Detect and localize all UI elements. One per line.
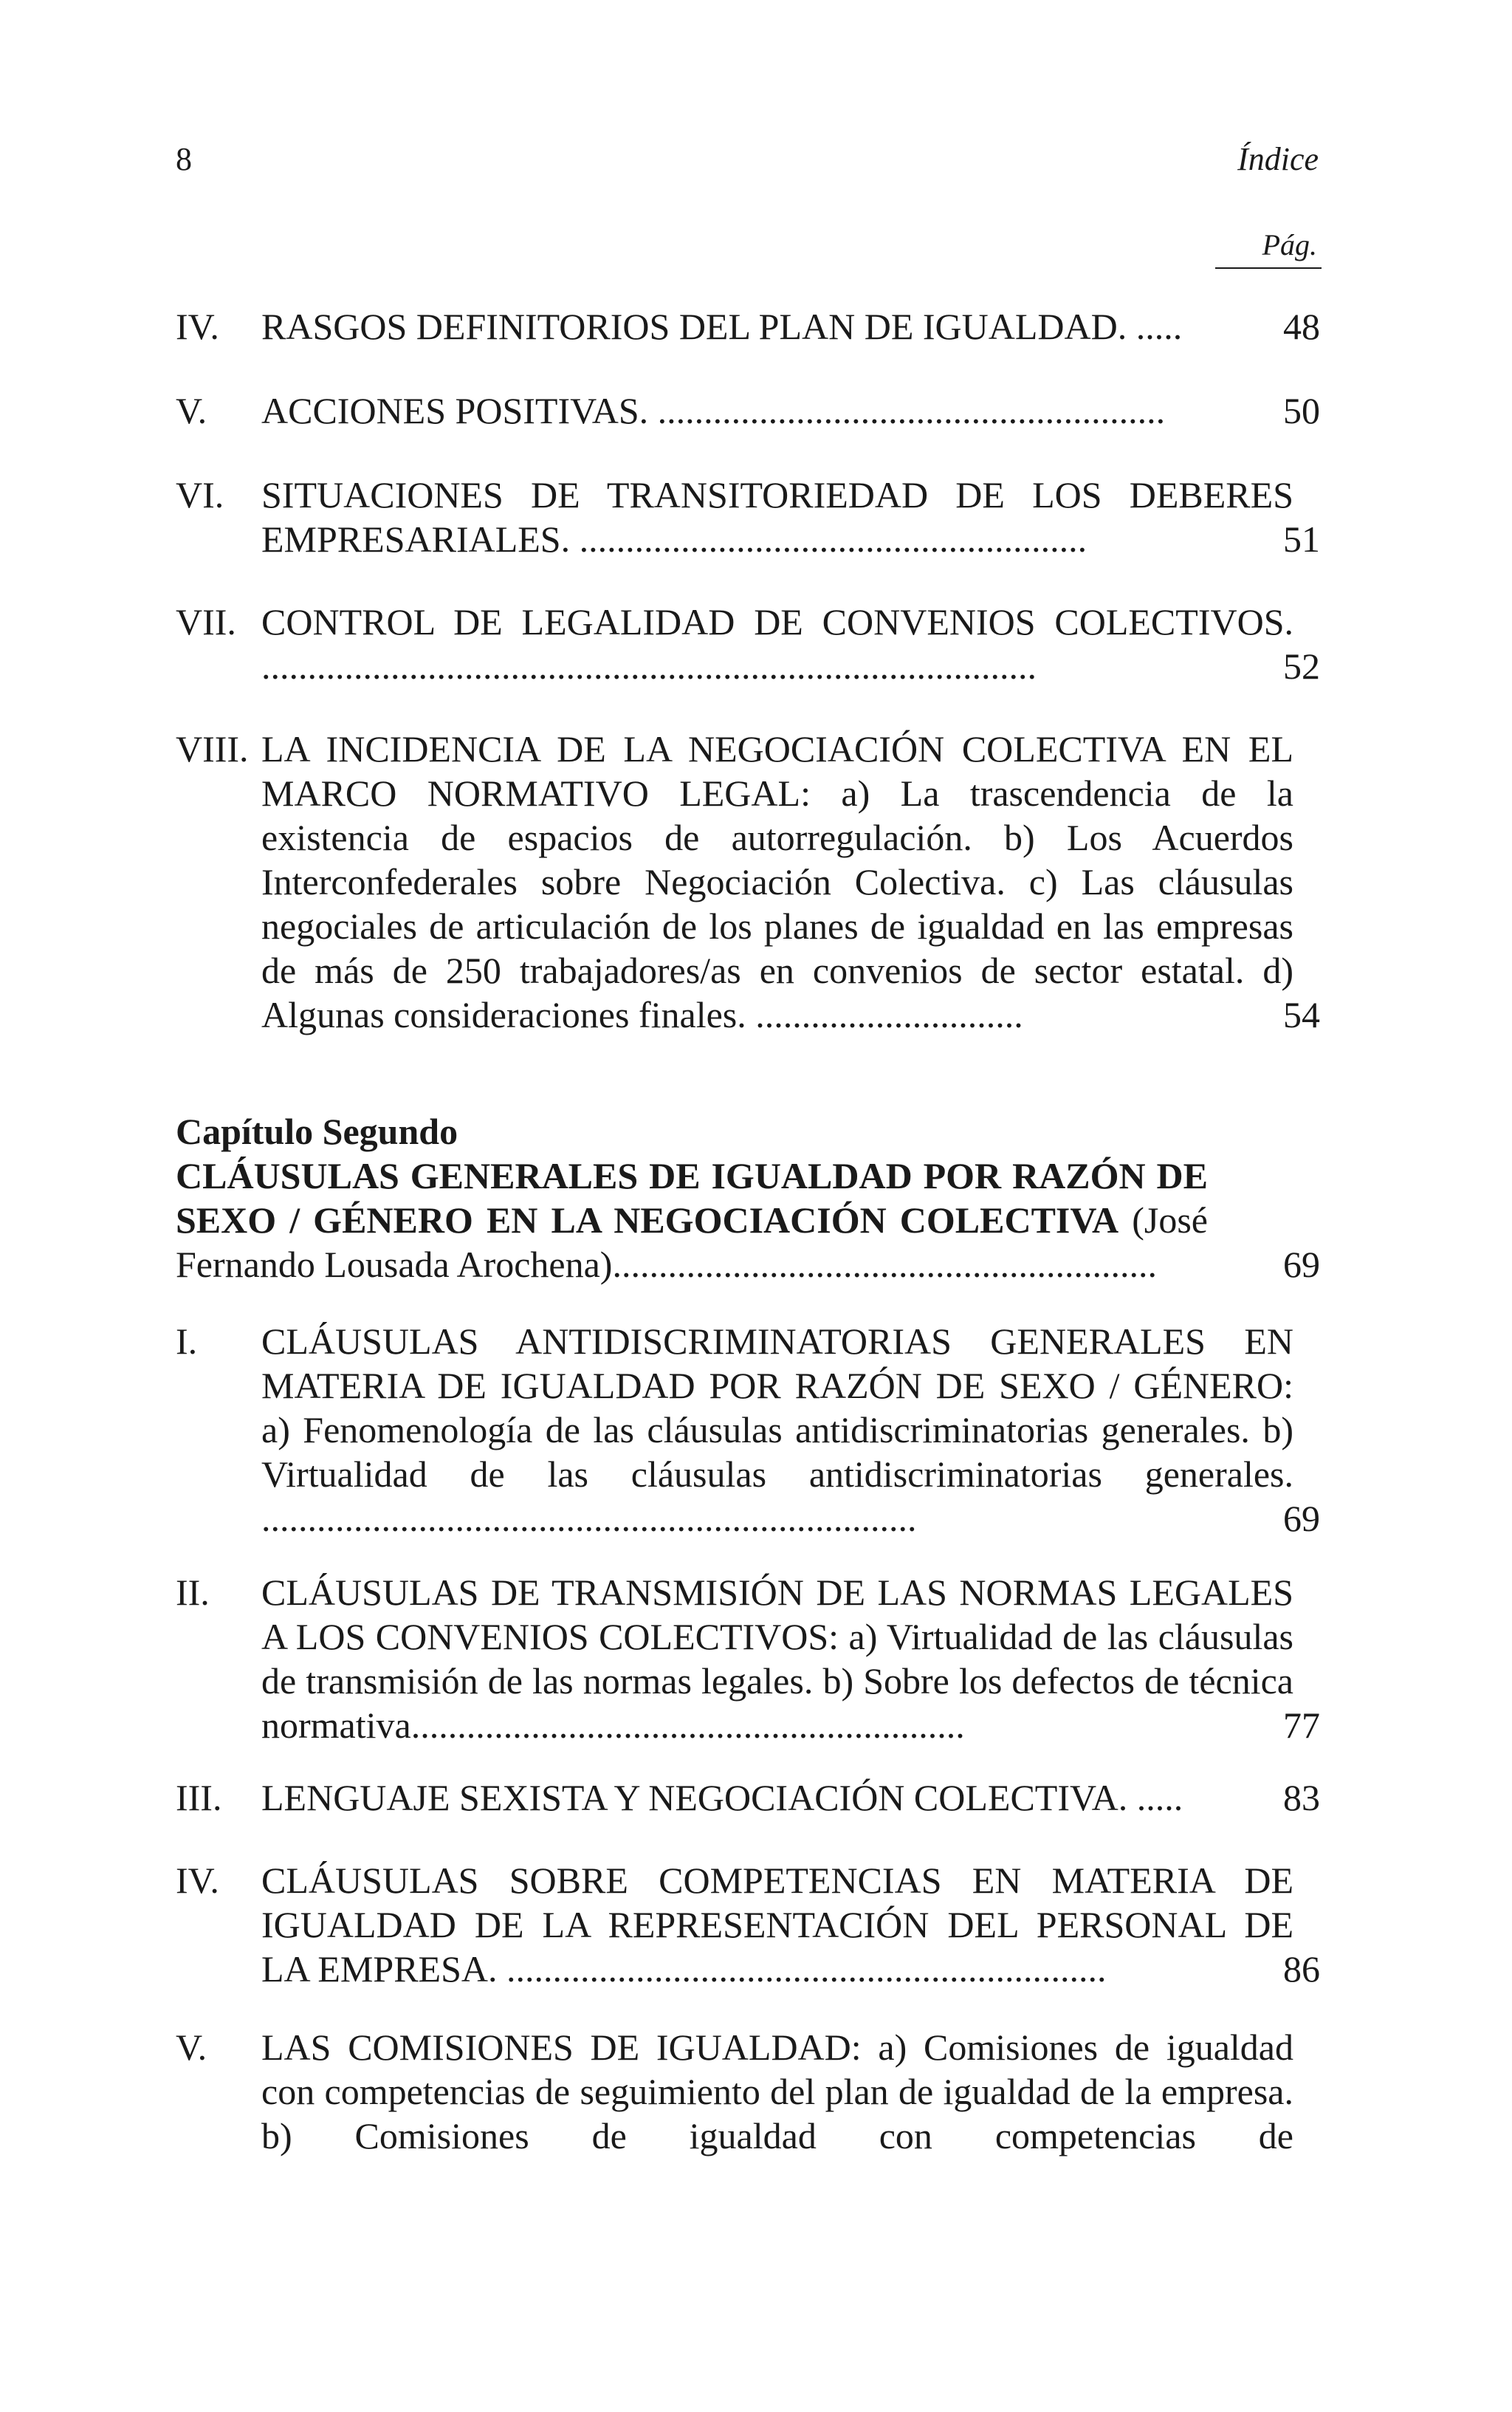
toc-entry-text: CONTROL DE LEGALIDAD DE CONVENIOS COLECTIVOS. .................................................................................... bbox=[261, 601, 1293, 687]
toc-entry-page: 54 bbox=[1283, 994, 1320, 1035]
chapter-heading bbox=[176, 1109, 1320, 1286]
toc-entry-number: V. bbox=[176, 390, 207, 431]
toc-entry-number: IV. bbox=[176, 1860, 219, 1901]
toc-entry-text: CLÁUSULAS SOBRE COMPETENCIAS EN MATERIA DE IGUALDAD DE LA REPRESENTACIÓN DEL PERSONAL DE LA EMPRESA. ................................................................. bbox=[261, 1860, 1293, 1990]
toc-entry bbox=[176, 388, 1320, 433]
page-number: 8 bbox=[176, 141, 192, 177]
toc-entry bbox=[176, 1858, 1320, 1991]
toc-entry-text: CLÁUSULAS DE TRANSMISIÓN DE LAS NORMAS LEGALES A LOS CONVENIOS COLECTIVOS: a) Virtualidad de las cláusulas de transmisión de las normas legales. b) Sobre los defectos de técnica normativa............................................................ bbox=[261, 1572, 1293, 1746]
toc-entry-number: II. bbox=[176, 1572, 210, 1613]
running-title: Índice bbox=[1237, 141, 1319, 177]
toc-entry-page: 50 bbox=[1283, 390, 1320, 431]
toc-entry-number: VII. bbox=[176, 601, 236, 643]
toc-entry-text: LAS COMISIONES DE IGUALDAD: a) Comisiones de igualdad con competencias de seguimiento del plan de igualdad de la empresa. b) Comisiones de igualdad con competencias de bbox=[261, 2026, 1293, 2156]
chapter-title-bold: CLÁUSULAS GENERALES DE IGUALDAD POR RAZÓN DE SEXO / GÉNERO EN LA NEGOCIACIÓN COLECTIVA bbox=[176, 1155, 1208, 1241]
toc-entry-text: RASGOS DEFINITORIOS DEL PLAN DE IGUALDAD. ..... bbox=[261, 306, 1183, 347]
toc-entry-number: I. bbox=[176, 1320, 198, 1362]
chapter-title bbox=[176, 1154, 1208, 1286]
chapter-label: Capítulo Segundo bbox=[176, 1111, 458, 1152]
toc-entry-text: SITUACIONES DE TRANSITORIEDAD DE LOS DEBERES EMPRESARIALES. ....................................................... bbox=[261, 474, 1293, 560]
toc-entry-number: IV. bbox=[176, 306, 219, 347]
toc-entry-page: 52 bbox=[1283, 645, 1320, 687]
toc-entry bbox=[176, 600, 1320, 688]
toc-entry-text: CLÁUSULAS ANTIDISCRIMINATORIAS GENERALES EN MATERIA DE IGUALDAD POR RAZÓN DE SEXO / GÉNERO: a) Fenomenología de las cláusulas antidiscriminatorias generales. b) Virtualidad de las cláusulas antidiscriminatorias generales. ....................................................................... bbox=[261, 1320, 1293, 1539]
chapter-author: (José Fernando Lousada Arochena)........................................................... bbox=[176, 1199, 1208, 1285]
toc-entry-page: 83 bbox=[1283, 1777, 1320, 1818]
toc-entry bbox=[176, 1775, 1320, 1820]
chapter-page: 69 bbox=[1283, 1244, 1320, 1285]
toc-entry-number: VI. bbox=[176, 474, 224, 515]
toc-entry bbox=[176, 2025, 1320, 2158]
toc-entry-text: LA INCIDENCIA DE LA NEGOCIACIÓN COLECTIVA EN EL MARCO NORMATIVO LEGAL: a) La trascendencia de la existencia de espacios de autorregulación. b) Los Acuerdos Interconfederales sobre Negociación Colectiva. c) Las cláusulas negociales de articulación de los planes de igualdad en las empresas de más de 250 trabajadores/as en convenios de sector estatal. d) Algunas consideraciones finales. ............................. bbox=[261, 728, 1293, 1035]
toc-entry-text: ACCIONES POSITIVAS. ....................................................... bbox=[261, 390, 1166, 431]
toc-entry-page: 69 bbox=[1283, 1498, 1320, 1539]
toc-entry-number: III. bbox=[176, 1777, 222, 1818]
toc-entry-page: 51 bbox=[1283, 518, 1320, 560]
toc-entry-number: VIII. bbox=[176, 728, 249, 770]
toc-entry-text: LENGUAJE SEXISTA Y NEGOCIACIÓN COLECTIVA. ..... bbox=[261, 1777, 1183, 1818]
toc-entry bbox=[176, 1319, 1320, 1541]
toc-entry bbox=[176, 473, 1320, 561]
toc-entry bbox=[176, 1570, 1320, 1747]
toc-entry-page: 48 bbox=[1283, 306, 1320, 347]
toc-entry bbox=[176, 304, 1320, 349]
toc-entry-page: 86 bbox=[1283, 1948, 1320, 1990]
toc-entry-page: 77 bbox=[1283, 1704, 1320, 1746]
toc-entry bbox=[176, 727, 1320, 1037]
page-column-label: Pág. bbox=[1215, 223, 1322, 269]
toc-entry-number: V. bbox=[176, 2026, 207, 2068]
